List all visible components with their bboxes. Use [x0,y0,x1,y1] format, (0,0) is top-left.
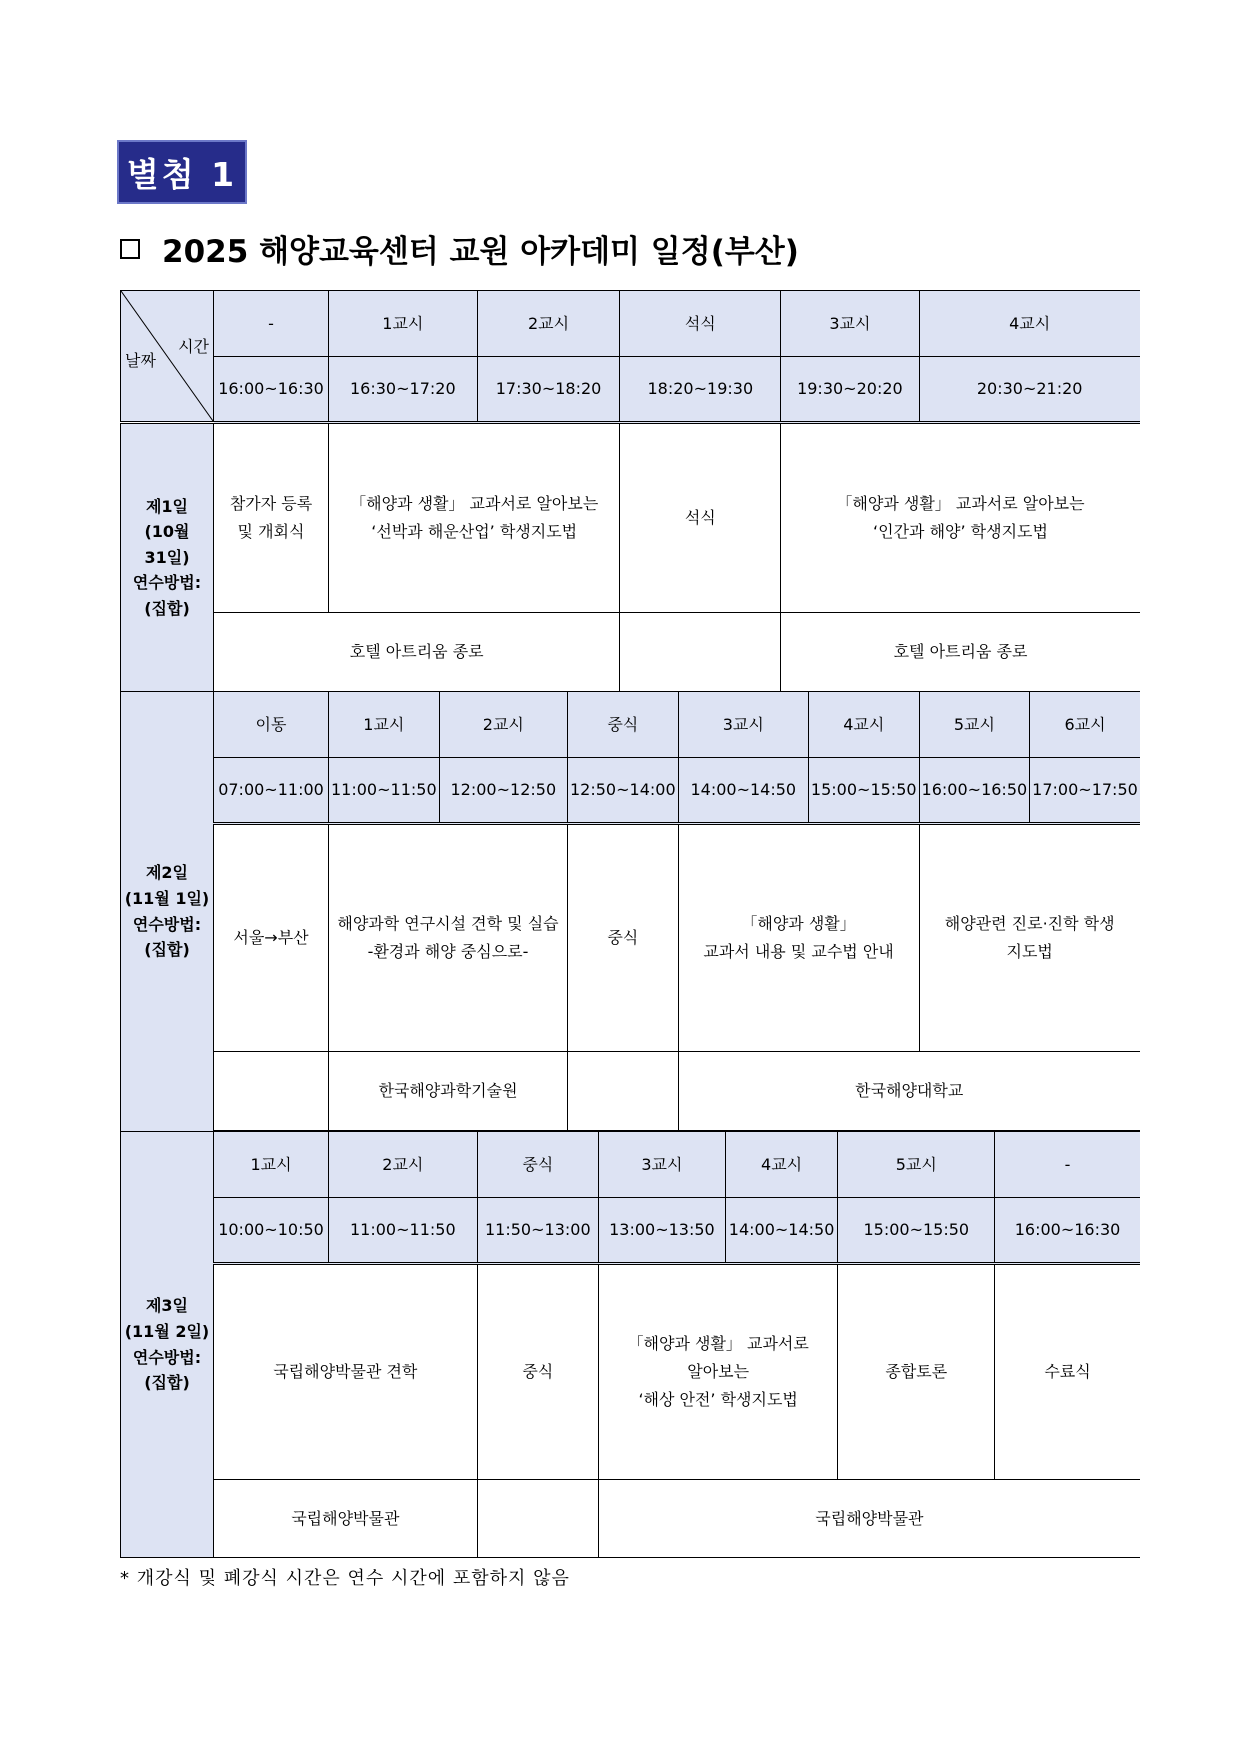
d1-period: 2교시 [477,291,620,357]
d2-period: 6교시 [1030,692,1140,758]
day2-time-row [121,758,1140,824]
d3-period: 4교시 [725,1132,838,1198]
d1-period: - [214,291,329,357]
day2-session-row [121,824,1140,1052]
d2-venue-empty [214,1052,329,1131]
day3-venue-row [121,1480,1140,1558]
page-title [120,226,799,271]
checkbox-square-icon [120,239,140,259]
footnote: * 개강식 및 폐강식 시간은 연수 시간에 포함하지 않음 [120,1568,570,1589]
d1-session-34: 「해양과 생활」 교과서로 알아보는 ‘인간과 해양’ 학생지도법 [781,423,1140,613]
day1-venue-row [121,613,1140,692]
d2-venue-empty [568,1052,679,1131]
corner-time-label: 시간 [178,337,209,356]
d3-venue-left: 국립해양박물관 [214,1480,478,1558]
day2-venue-row [121,1052,1140,1131]
d1-venue-empty [620,613,781,692]
d2-textbook: 「해양과 생활」 교과서 내용 및 교수법 안내 [678,824,919,1052]
d3-period: - [995,1132,1140,1198]
d2-time: 14:00~14:50 [678,758,808,824]
corner-header-cell [121,291,214,423]
d3-period: 5교시 [838,1132,995,1198]
d2-time: 11:00~11:50 [329,758,440,824]
d1-period: 1교시 [329,291,478,357]
day1-time-row [121,357,1140,423]
d3-safety: 「해양과 생활」 교과서로 알아보는 ‘해상 안전’ 학생지도법 [599,1264,838,1480]
d3-time: 15:00~15:50 [838,1198,995,1264]
d1-time: 20:30~21:20 [919,357,1140,423]
d3-venue-right: 국립해양박물관 [599,1480,1140,1558]
day2-period-row [121,692,1140,758]
d2-move: 서울→부산 [214,824,329,1052]
d3-time: 11:00~11:50 [329,1198,478,1264]
day1-period-row [121,291,1140,357]
d2-time: 15:00~15:50 [808,758,919,824]
d2-period: 3교시 [678,692,808,758]
d3-time: 14:00~14:50 [725,1198,838,1264]
d1-session-12: 「해양과 생활」 교과서로 알아보는 ‘선박과 해운산업’ 학생지도법 [329,423,620,613]
d3-museum: 국립해양박물관 견학 [214,1264,478,1480]
day3-session-row [121,1264,1140,1480]
day1-date-cell: 제1일 (10월 31일) 연수방법: (집합) [121,423,214,692]
d1-registration: 참가자 등록 및 개회식 [214,423,329,613]
d3-time: 11:50~13:00 [477,1198,598,1264]
day2-date-cell: 제2일 (11월 1일) 연수방법: (집합) [121,692,214,1132]
d2-period: 중식 [568,692,679,758]
d2-lunch: 중식 [568,824,679,1052]
d1-time: 18:20~19:30 [620,357,781,423]
d1-time: 19:30~20:20 [781,357,919,423]
title-text: 2025 해양교육센터 교원 아카데미 일정(부산) [162,234,799,270]
d3-period: 1교시 [214,1132,329,1198]
attachment-badge: 별첨 1 [117,140,247,204]
d3-closing: 수료식 [995,1264,1140,1480]
d1-venue-left: 호텔 아트리움 종로 [214,613,620,692]
d2-time: 16:00~16:50 [919,758,1030,824]
d1-time: 17:30~18:20 [477,357,620,423]
d1-period: 4교시 [919,291,1140,357]
d2-venue-kiost: 한국해양과학기술원 [329,1052,568,1131]
d2-period: 1교시 [329,692,440,758]
day3-date-cell: 제3일 (11월 2일) 연수방법: (집합) [121,1132,214,1558]
d3-time: 10:00~10:50 [214,1198,329,1264]
d3-period: 2교시 [329,1132,478,1198]
d1-period: 3교시 [781,291,919,357]
day3-period-row [121,1132,1140,1198]
d2-time: 17:00~17:50 [1030,758,1140,824]
d3-venue-empty [477,1480,598,1558]
d3-lunch: 중식 [477,1264,598,1480]
d2-lab: 해양과학 연구시설 견학 및 실습 -환경과 해양 중심으로- [329,824,568,1052]
d1-dinner: 석식 [620,423,781,613]
d3-discussion: 종합토론 [838,1264,995,1480]
corner-date-label: 날짜 [125,351,156,370]
d3-time: 13:00~13:50 [599,1198,726,1264]
d1-venue-right: 호텔 아트리움 종로 [781,613,1140,692]
d1-period: 석식 [620,291,781,357]
schedule-table [120,290,1140,1558]
d2-time: 07:00~11:00 [214,758,329,824]
d2-period: 이동 [214,692,329,758]
d3-period: 3교시 [599,1132,726,1198]
d2-period: 2교시 [439,692,567,758]
d2-career: 해양관련 진로·진학 학생 지도법 [919,824,1140,1052]
d2-time: 12:00~12:50 [439,758,567,824]
d2-period: 5교시 [919,692,1030,758]
d1-time: 16:00~16:30 [214,357,329,423]
day3-time-row [121,1198,1140,1264]
d3-time: 16:00~16:30 [995,1198,1140,1264]
d3-period: 중식 [477,1132,598,1198]
d2-period: 4교시 [808,692,919,758]
d2-venue-kmou: 한국해양대학교 [678,1052,1140,1131]
day1-session-row [121,423,1140,613]
d1-time: 16:30~17:20 [329,357,478,423]
d2-time: 12:50~14:00 [568,758,679,824]
